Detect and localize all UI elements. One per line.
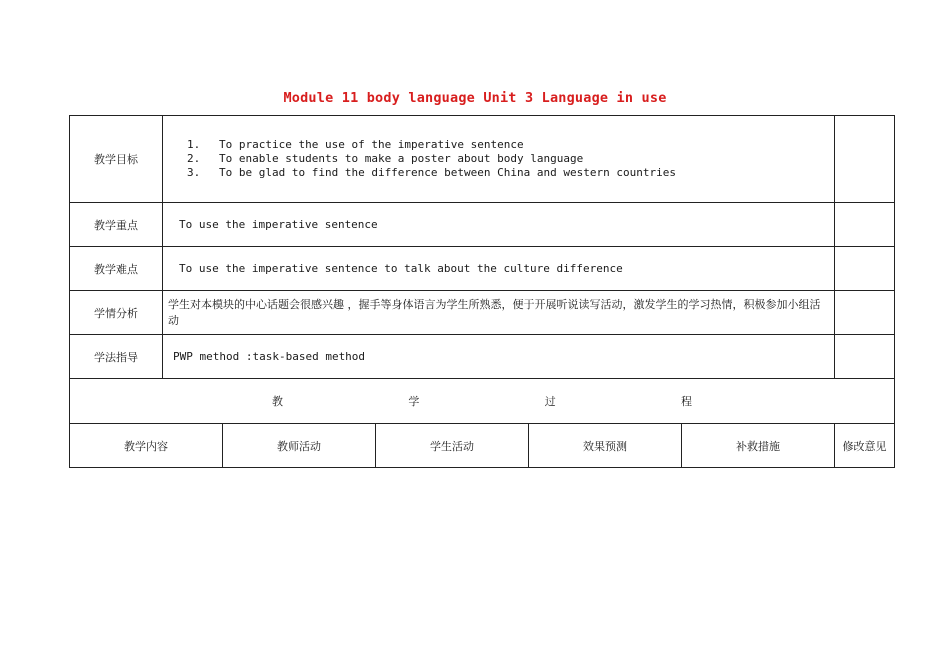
- column-header-row: [70, 424, 895, 468]
- column-header: 补救措施: [682, 424, 835, 468]
- method-label: 学法指导: [70, 335, 163, 379]
- goal-item: 1. To practice the use of the imperative sentence: [187, 138, 524, 151]
- lesson-plan-table: [69, 115, 895, 468]
- process-heading: [70, 379, 895, 424]
- column-header: 教师活动: [223, 424, 376, 468]
- analysis-content: 学生对本模块的中心话题会很感兴趣 ，握手等身体语言为学生所熟悉，便于开展听说读写活动，激发学生的学习热情，积极参加小组活动: [163, 291, 835, 335]
- column-header: 效果预测: [529, 424, 682, 468]
- goals-label: 教学目标: [70, 116, 163, 203]
- key-point-content: To use the imperative sentence: [163, 203, 835, 247]
- goals-extra-cell: [835, 116, 895, 203]
- method-extra-cell: [835, 335, 895, 379]
- goals-list: [163, 138, 834, 180]
- goals-content: [163, 116, 835, 203]
- difficulty-row: [70, 247, 895, 291]
- process-char: 过: [544, 395, 556, 408]
- key-point-label: 教学重点: [70, 203, 163, 247]
- column-header: 教学内容: [70, 424, 223, 468]
- difficulty-label: 教学难点: [70, 247, 163, 291]
- process-row: [70, 379, 895, 424]
- key-point-row: [70, 203, 895, 247]
- goal-item: 2. To enable students to make a poster about body language: [187, 152, 584, 165]
- analysis-extra-cell: [835, 291, 895, 335]
- process-char: 教: [272, 395, 284, 408]
- method-row: [70, 335, 895, 379]
- key-point-extra-cell: [835, 203, 895, 247]
- process-char: 程: [681, 395, 693, 408]
- goals-row: [70, 116, 895, 203]
- document-title: Module 11 body language Unit 3 Language in use: [283, 90, 667, 106]
- column-header: 修改意见: [835, 424, 895, 468]
- difficulty-extra-cell: [835, 247, 895, 291]
- analysis-label: 学情分析: [70, 291, 163, 335]
- process-char: 学: [408, 395, 420, 408]
- method-content: PWP method :task-based method: [163, 335, 835, 379]
- goal-item: 3. To be glad to find the difference between China and western countries: [187, 166, 676, 179]
- difficulty-content: To use the imperative sentence to talk about the culture difference: [163, 247, 835, 291]
- column-header: 学生活动: [376, 424, 529, 468]
- analysis-row: [70, 291, 895, 335]
